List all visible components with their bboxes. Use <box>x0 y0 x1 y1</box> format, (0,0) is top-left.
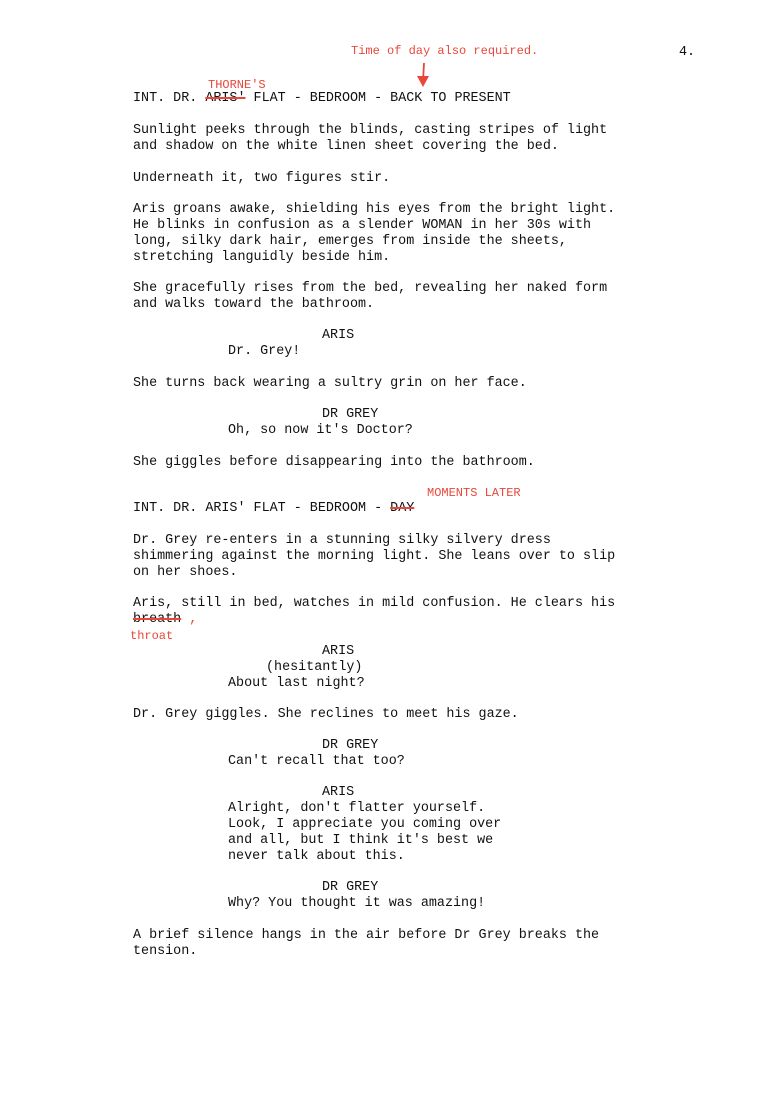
dialogue-line: About last night? <box>228 676 365 691</box>
action-line: tension. <box>133 944 198 959</box>
dialogue-line: Can't recall that too? <box>228 754 405 769</box>
action-line: She turns back wearing a sultry grin on her face. <box>133 376 527 391</box>
character-name: DR GREY <box>322 738 379 753</box>
scene-heading-2: INT. DR. ARIS' FLAT - BEDROOM - DAY <box>133 501 415 516</box>
action-line: Aris, still in bed, watches in mild confusion. He clears his <box>133 596 616 611</box>
struck-text: DAY <box>390 501 415 516</box>
dialogue-line: and all, but I think it's best we <box>228 833 494 848</box>
action-line: Sunlight peeks through the blinds, casting stripes of light <box>133 123 608 138</box>
dialogue-line: Dr. Grey! <box>228 344 301 359</box>
action-line: long, silky dark hair, emerges from inside the sheets, <box>133 234 567 249</box>
throat-annotation: throat <box>130 629 174 643</box>
character-name: DR GREY <box>322 880 379 895</box>
character-name: ARIS <box>322 644 355 659</box>
dialogue-line: Alright, don't flatter yourself. <box>228 801 486 816</box>
action-line: She gracefully rises from the bed, revealing her naked form <box>133 281 608 296</box>
struck-text: ARIS' <box>205 91 246 106</box>
dialogue-line: Oh, so now it's Doctor? <box>228 423 413 438</box>
time-of-day-note: Time of day also required. <box>351 44 539 58</box>
action-line <box>133 612 197 628</box>
dialogue-line: Why? You thought it was amazing! <box>228 896 486 911</box>
action-line: Underneath it, two figures stir. <box>133 171 391 186</box>
action-line: on her shoes. <box>133 565 238 580</box>
thorne-annotation: THORNE'S <box>208 78 266 92</box>
action-line: stretching languidly beside him. <box>133 250 391 265</box>
dialogue-line: never talk about this. <box>228 849 405 864</box>
action-line: shimmering against the morning light. She leans over to slip <box>133 549 616 564</box>
action-line: She giggles before disappearing into the bathroom. <box>133 455 535 470</box>
moments-later-annotation: MOMENTS LATER <box>427 486 521 500</box>
action-line: Aris groans awake, shielding his eyes from the bright light. <box>133 202 616 217</box>
character-name: ARIS <box>322 785 355 800</box>
action-line: Dr. Grey giggles. She reclines to meet his gaze. <box>133 707 519 722</box>
struck-text: breath <box>133 612 182 627</box>
comma-insert: , <box>189 612 198 627</box>
scene-heading-1: INT. DR. ARIS' FLAT - BEDROOM - BACK TO PRESENT <box>133 91 511 106</box>
action-line: He blinks in confusion as a slender WOMAN in her 30s with <box>133 218 592 233</box>
arrow-down-icon <box>416 62 430 88</box>
page-number: 4. <box>679 45 696 60</box>
character-name: ARIS <box>322 328 355 343</box>
action-line: A brief silence hangs in the air before Dr Grey breaks the <box>133 928 600 943</box>
character-name: DR GREY <box>322 407 379 422</box>
parenthetical: (hesitantly) <box>266 660 363 675</box>
action-line: and walks toward the bathroom. <box>133 297 375 312</box>
dialogue-line: Look, I appreciate you coming over <box>228 817 502 832</box>
action-line: Dr. Grey re-enters in a stunning silky silvery dress <box>133 533 551 548</box>
action-line: and shadow on the white linen sheet covering the bed. <box>133 139 559 154</box>
